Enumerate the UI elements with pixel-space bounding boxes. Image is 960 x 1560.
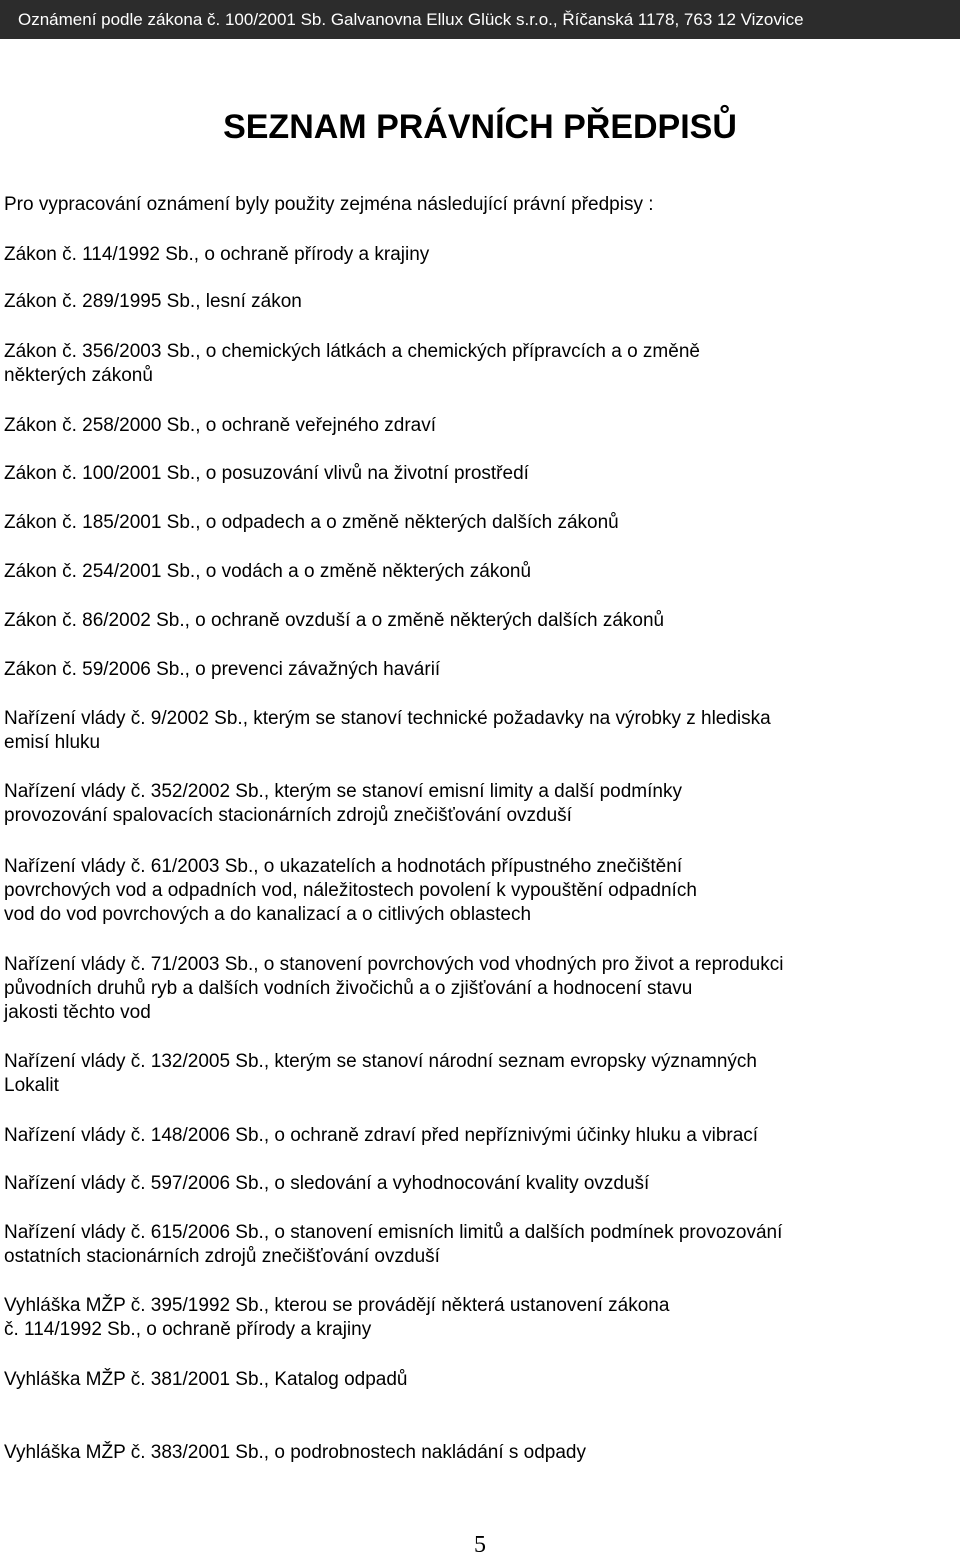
legal-regulation-item: Nařízení vlády č. 9/2002 Sb., kterým se stanoví technické požadavky na výrobky z hlediska emisí hluku <box>4 708 771 753</box>
legal-regulation-item: Zákon č. 289/1995 Sb., lesní zákon <box>4 291 302 312</box>
legal-regulation-item: Zákon č. 100/2001 Sb., o posuzování vlivů na životní prostředí <box>4 463 529 484</box>
legal-regulation-item: Nařízení vlády č. 615/2006 Sb., o stanovení emisních limitů a dalších podmínek provozování ostatních stacionárních zdrojů znečišťování ovzduší <box>4 1222 783 1267</box>
legal-regulation-item: Zákon č. 258/2000 Sb., o ochraně veřejného zdraví <box>4 415 436 436</box>
document-header: Oznámení podle zákona č. 100/2001 Sb. Galvanovna Ellux Glück s.r.o., Říčanská 1178, 763 12 Vizovice <box>0 0 960 39</box>
legal-regulation-item: Nařízení vlády č. 352/2002 Sb., kterým se stanoví emisní limity a další podmínky provozování spalovacích stacionárních zdrojů znečišťování ovzduší <box>4 781 682 826</box>
intro-paragraph: Pro vypracování oznámení byly použity zejména následující právní předpisy : <box>4 194 654 215</box>
legal-regulation-item: Zákon č. 86/2002 Sb., o ochraně ovzduší a o změně některých dalších zákonů <box>4 610 665 631</box>
legal-regulation-item: Zákon č. 59/2006 Sb., o prevenci závažných havárií <box>4 659 441 680</box>
legal-regulation-item: Zákon č. 356/2003 Sb., o chemických látkách a chemických přípravcích a o změně některých zákonů <box>4 341 700 386</box>
legal-regulation-item: Vyhláška MŽP č. 381/2001 Sb., Katalog odpadů <box>4 1369 408 1390</box>
legal-regulation-item: Zákon č. 114/1992 Sb., o ochraně přírody a krajiny <box>4 244 430 265</box>
legal-regulation-item: Zákon č. 185/2001 Sb., o odpadech a o změně některých dalších zákonů <box>4 512 619 533</box>
legal-regulation-item: Vyhláška MŽP č. 395/1992 Sb., kterou se provádějí některá ustanovení zákona č. 114/1992 Sb., o ochraně přírody a krajiny <box>4 1295 670 1340</box>
legal-regulation-item: Vyhláška MŽP č. 383/2001 Sb., o podrobnostech nakládání s odpady <box>4 1442 586 1463</box>
page-number: 5 <box>474 1532 486 1558</box>
page-title: SEZNAM PRÁVNÍCH PŘEDPISŮ <box>223 108 737 146</box>
legal-regulation-item: Nařízení vlády č. 148/2006 Sb., o ochraně zdraví před nepříznivými účinky hluku a vibrací <box>4 1125 759 1146</box>
legal-regulation-item: Nařízení vlády č. 71/2003 Sb., o stanovení povrchových vod vhodných pro život a reprodukci původních druhů ryb a dalších vodních živočichů a o zjišťování a hodnocení stavu jakosti těchto vod <box>4 954 784 1023</box>
legal-regulation-item: Nařízení vlády č. 61/2003 Sb., o ukazatelích a hodnotách přípustného znečištění povrchových vod a odpadních vod, náležitostech povolení k vypouštění odpadních vod do vod povrchových a do kanalizací a o citlivých oblastech <box>4 856 697 925</box>
legal-regulation-item: Zákon č. 254/2001 Sb., o vodách a o změně některých zákonů <box>4 561 532 582</box>
legal-regulation-item: Nařízení vlády č. 597/2006 Sb., o sledování a vyhodnocování kvality ovzduší <box>4 1173 650 1194</box>
legal-regulation-item: Nařízení vlády č. 132/2005 Sb., kterým se stanoví národní seznam evropsky významných Lokalit <box>4 1051 757 1096</box>
